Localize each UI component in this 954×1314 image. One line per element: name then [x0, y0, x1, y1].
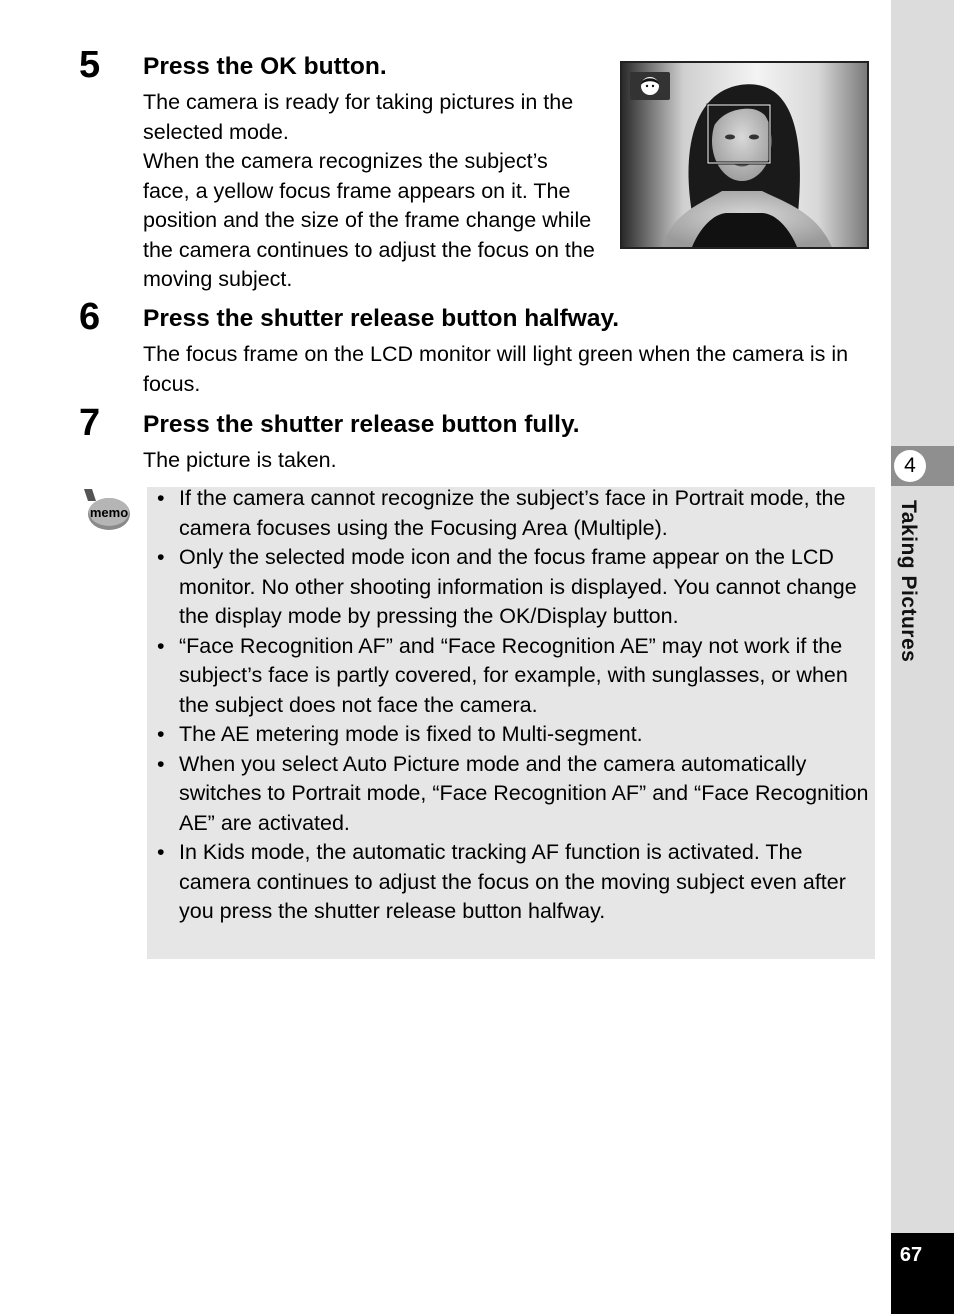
memo-list [157, 484, 869, 927]
step-paragraph: When the camera recognizes the subject’s face, a yellow focus frame appears on it. The position and the size of the frame change while the camera continues to adjust the focus on the moving subject. [143, 149, 595, 291]
step-title: Press the shutter release button halfway. [143, 305, 620, 332]
chapter-number: 4 [894, 450, 926, 482]
step-number: 6 [79, 296, 101, 338]
step-paragraph: The camera is ready for taking pictures in the selected mode. [143, 90, 574, 144]
step-number: 7 [79, 402, 101, 444]
lcd-monitor-image [620, 61, 869, 249]
step-title: Press the OK button. [143, 53, 387, 80]
chapter-title: Taking Pictures [897, 500, 920, 663]
page-number: 67 [899, 1244, 923, 1266]
step-paragraph: The focus frame on the LCD monitor will light green when the camera is in focus. [143, 342, 849, 396]
memo-item: • When you select Auto Picture mode and the camera automatically switches to Portrait mode, “Face Recognition AF” and “Face Recognition AE” are activated. [157, 750, 869, 839]
memo-item: • Only the selected mode icon and the focus frame appear on the LCD monitor. No other shooting information is displayed. You cannot change the display mode by pressing the OK/Display button. [157, 543, 869, 632]
memo-item: • The AE metering mode is fixed to Multi-segment. [157, 720, 869, 750]
memo-item: • In Kids mode, the automatic tracking AF function is activated. The camera continues to adjust the focus on the moving subject even after you press the shutter release button halfway. [157, 838, 869, 927]
portrait-mode-icon [630, 72, 670, 100]
portrait-photo [622, 63, 867, 247]
step-description [143, 88, 598, 295]
step-description [143, 340, 878, 399]
step-paragraph: The picture is taken. [143, 448, 337, 472]
memo-icon [80, 487, 132, 533]
memo-icon-label: memo [89, 505, 129, 520]
memo-item: • If the camera cannot recognize the subject’s face in Portrait mode, the camera focuses using the Focusing Area (Multiple). [157, 484, 869, 543]
step-number: 5 [79, 44, 101, 86]
step-description [143, 446, 878, 476]
memo-item: • “Face Recognition AF” and “Face Recognition AE” may not work if the subject’s face is partly covered, for example, with sunglasses, or when the subject does not face the camera. [157, 632, 869, 721]
step-title: Press the shutter release button fully. [143, 411, 580, 438]
